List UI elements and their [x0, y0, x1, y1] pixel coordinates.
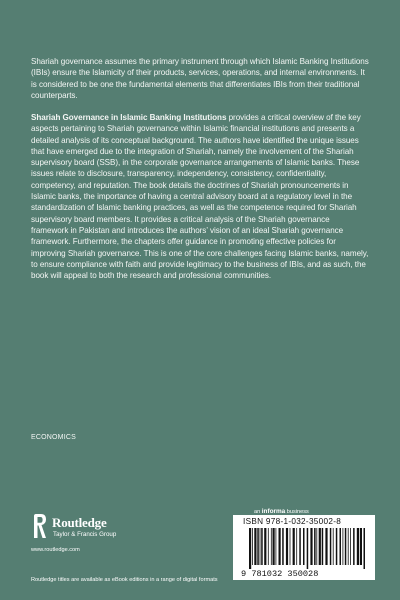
barcode-bar: [249, 528, 251, 569]
barcode-bar: [296, 528, 297, 565]
intro-paragraph: Shariah governance assumes the primary instrument through which Islamic Banking Institutions (IBIs) ensure the Islamicity of their products, services, operations, and internal environments. It is considered to be one the fundamental elements that differentiates IBIs from their traditional counterparts.: [31, 57, 369, 100]
description-body: provides a critical overview of the key aspects pertaining to Shariah governance within Islamic financial institutions and presents a detailed analysis of its conceptual background. The authors have identified the unique issues that have emerged due to the integration of Shariah, namely the involvement of the Shariah supervisory board (SSB), in the corporate governance arrangements of Islamic banks. These issues relate to disclosure, transparency, independency, consistency, confidentiality, competency, and reputation. The book details the doctrines of Shariah pronouncements in Islamic banks, the importance of having a central advisory board at a regulatory level in the standardization of Islamic banking practices, as well as the competence required for Shariah supervisory board members. It provides a critical analysis of the Shariah governance framework in Pakistan and introduces the authors’ vision of an ideal Shariah governance framework. Furthermore, the chapters offer guidance in promoting effective policies for improving Shariah governance. This is one of the core challenges facing Islamic banks, namely, to ensure compliance with faith and provide legitimacy to the business of IBIs, and as such, the book will appeal to both the research and professional communities.: [31, 113, 369, 281]
publisher-name: Routledge: [52, 515, 107, 530]
barcode-bar: [290, 528, 291, 565]
barcode-bar: [279, 528, 281, 565]
barcode-bar: [252, 528, 253, 565]
barcode-bar: [310, 528, 312, 565]
barcode-bar: [340, 528, 342, 565]
barcode-bar: [360, 528, 362, 565]
publisher-group: Taylor & Francis Group: [53, 531, 117, 538]
barcode-bar: [276, 528, 277, 565]
barcode-bar: [261, 528, 263, 565]
barcode-bar: [350, 528, 351, 565]
barcode-bar: [314, 528, 316, 565]
barcode-bar: [257, 528, 259, 565]
ebook-note: Routledge titles are available as eBook editions in a range of digital formats: [31, 577, 218, 583]
barcode-bar: [348, 528, 349, 565]
isbn-label: ISBN 978-1-032-35002-8: [243, 517, 342, 526]
informa-suffix: business: [285, 509, 309, 515]
barcode-bar: [322, 528, 324, 565]
informa-tagline: [254, 508, 309, 515]
barcode-bar: [273, 528, 275, 565]
barcode-bar: [364, 528, 366, 569]
barcode-bar: [343, 528, 344, 565]
barcode-bar: [293, 528, 295, 565]
barcode-bar: [254, 528, 256, 565]
barcode-bar: [307, 528, 309, 569]
barcode-bar: [271, 528, 272, 565]
routledge-logo-icon: [31, 512, 49, 540]
barcode-bar: [299, 528, 301, 565]
barcode-bar: [316, 528, 317, 565]
barcode-bar: [268, 528, 269, 565]
barcode-bar: [357, 528, 359, 565]
book-title-inline: Shariah Governance in Islamic Banking Institutions: [31, 113, 227, 122]
barcode-digits: 9 781032 350028: [241, 569, 319, 579]
publisher-logo: [31, 512, 171, 552]
barcode-bar: [303, 528, 305, 565]
barcode-bar: [325, 528, 327, 565]
barcode-bar: [286, 528, 288, 565]
barcode-bar: [333, 528, 334, 565]
barcode-bar: [282, 528, 284, 565]
barcode-bar: [260, 528, 261, 565]
isbn-barcode: [233, 515, 375, 580]
barcode-bar: [264, 528, 266, 565]
barcode-bar: [319, 528, 321, 565]
description-paragraph: [31, 112, 369, 281]
barcode-bar: [353, 528, 355, 565]
informa-prefix: an: [254, 509, 262, 515]
barcode-bar: [345, 528, 347, 565]
category-label: ECONOMICS: [31, 434, 76, 441]
informa-brand: informa: [261, 508, 286, 515]
publisher-url: www.routledge.com: [31, 547, 80, 553]
barcode-bar: [336, 528, 338, 565]
barcode-bar: [330, 528, 332, 565]
